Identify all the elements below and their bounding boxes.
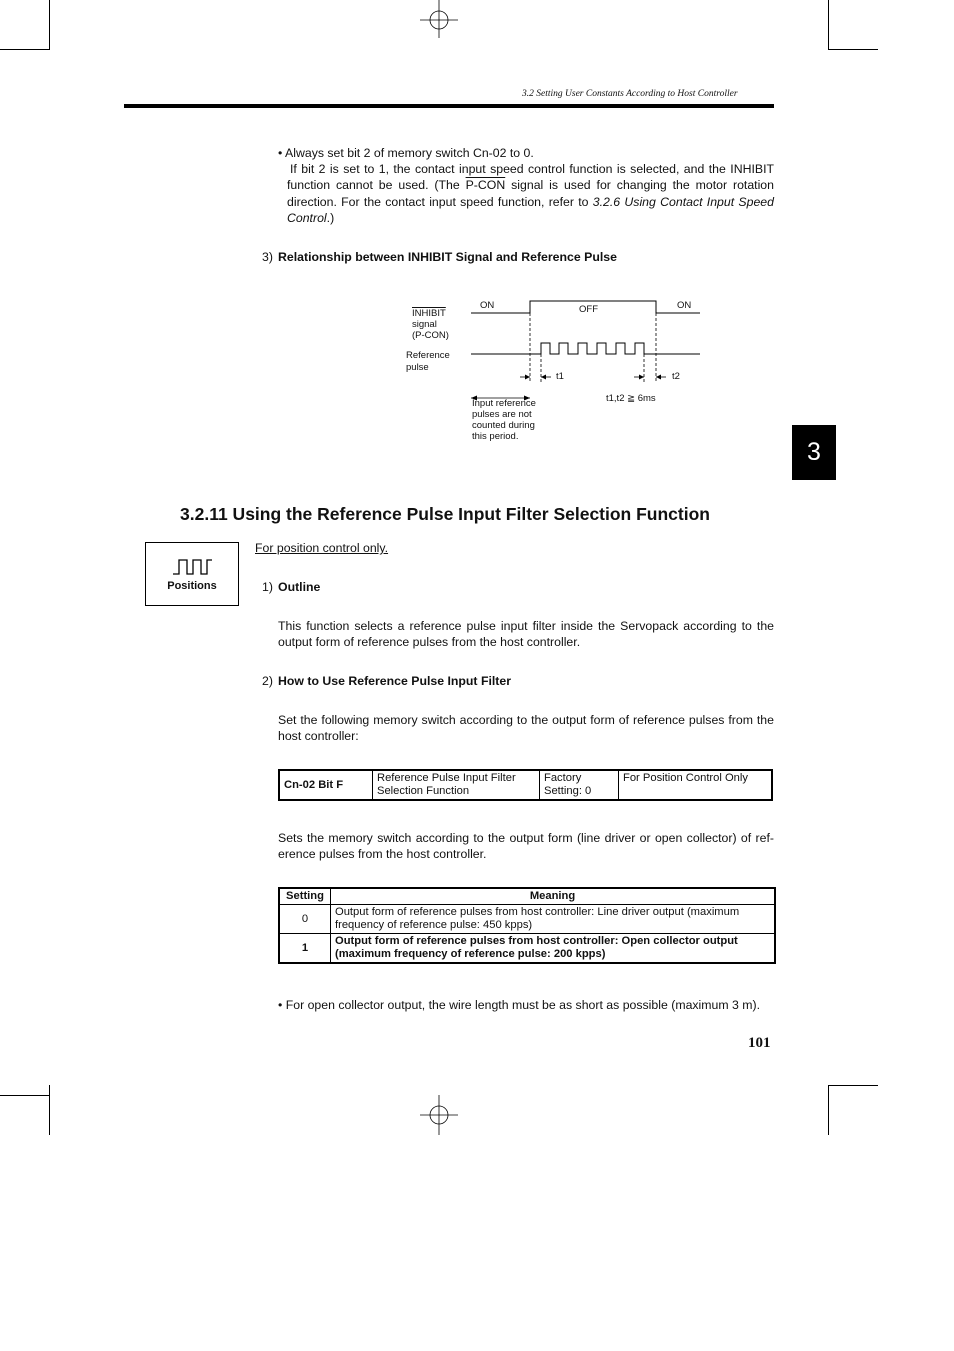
pcon-label: (P-CON): [412, 330, 449, 341]
subsection-3-number: 3): [262, 250, 273, 264]
t1-label: t1: [556, 371, 564, 382]
scope-cell: For Position Control Only: [619, 770, 773, 800]
positions-box: [145, 542, 239, 606]
intro-text-2: signal is used for changing the motor rotation direction. For the contact input speed function, refer to: [287, 178, 774, 209]
timing-condition: t1,t2 ≧ 6ms: [606, 393, 656, 404]
pcon-signal-name: P-CON: [465, 178, 506, 193]
crop-mark: [828, 49, 878, 50]
on-left-label: ON: [480, 300, 495, 311]
note-line-1: Input reference: [472, 398, 536, 409]
intro-paragraph: [287, 161, 774, 226]
setting-cell: 1: [279, 934, 331, 964]
registration-mark-bottom: [418, 1095, 460, 1137]
crop-mark: [49, 1085, 50, 1135]
scope-note: For position control only.: [255, 541, 389, 555]
reference-label: Reference: [406, 350, 450, 361]
factory-cell: [540, 770, 619, 800]
subsection-2-number: 2): [262, 674, 273, 688]
intro-text-3: .): [326, 210, 335, 225]
positions-label: Positions: [167, 580, 217, 592]
sets-paragraph: Sets the memory switch according to the output form (line driver or open collector) of ref-erence pulses from the host controller.: [278, 831, 774, 862]
note-line-3: counted during: [472, 420, 535, 431]
crop-mark: [0, 49, 50, 50]
t2-label: t2: [672, 371, 680, 382]
memory-switch-table: [278, 769, 773, 801]
meaning-cell: Output form of reference pulses from host controller: Line driver output (maximum frequency of reference pulse: 450 kpps): [331, 905, 776, 934]
outline-paragraph: This function selects a reference pulse input filter inside the Servopack according to the output form of reference pulses from the host controller.: [278, 619, 774, 650]
crop-mark: [49, 0, 50, 50]
crop-mark: [828, 1085, 878, 1086]
switch-cell: Cn-02 Bit F: [279, 770, 373, 800]
factory-line-2: Setting: 0: [544, 785, 592, 797]
table-row: [279, 905, 775, 934]
setting-meaning-table: [278, 887, 776, 964]
intro-text-1: If bit 2 is set to 1, the contact input speed control function is selected, and the INHIBIT function cannot be used. (The: [287, 162, 774, 193]
signal-label: signal: [412, 319, 437, 330]
pulse-icon: [172, 557, 214, 577]
page-number: 101: [748, 1035, 771, 1051]
subsection-2-title: How to Use Reference Pulse Input Filter: [278, 674, 512, 688]
on-right-label: ON: [677, 300, 692, 311]
function-line-1: Reference Pulse Input Filter: [377, 772, 516, 784]
table-row: [279, 770, 772, 800]
intro-bullet: • Always set bit 2 of memory switch Cn-02 to 0.: [278, 146, 534, 160]
registration-mark-top: [418, 0, 460, 40]
crop-mark: [828, 0, 829, 50]
crop-mark: [828, 1085, 829, 1135]
crop-mark: [0, 1095, 50, 1096]
table-row: [279, 934, 775, 964]
inhibit-label: INHIBIT: [412, 308, 446, 319]
function-line-2: Selection Function: [377, 785, 470, 797]
timing-diagram: [400, 295, 710, 455]
howto-paragraph: Set the following memory switch according to the output form of reference pulses from the host controller:: [278, 713, 774, 744]
chapter-tab: 3: [792, 425, 836, 480]
factory-line-1: Factory: [544, 772, 582, 784]
running-header: 3.2 Setting User Constants According to Host Controller: [522, 89, 738, 99]
setting-header: Setting: [279, 888, 331, 905]
table-header-row: [279, 888, 775, 905]
meaning-header: Meaning: [331, 888, 776, 905]
function-cell: [373, 770, 540, 800]
pulse-label: pulse: [406, 362, 429, 373]
note-line-2: pulses are not: [472, 409, 532, 420]
subsection-3-title: Relationship between INHIBIT Signal and Reference Pulse: [278, 250, 617, 264]
setting-cell: 0: [279, 905, 331, 934]
section-title: 3.2.11 Using the Reference Pulse Input Filter Selection Function: [180, 504, 710, 524]
subsection-1-title: Outline: [278, 580, 321, 594]
off-label: OFF: [579, 304, 598, 315]
subsection-1-number: 1): [262, 580, 273, 594]
header-rule: [124, 104, 774, 108]
intro-cross-reference: 3.2.6 Using Contact Input Speed Control: [287, 194, 774, 225]
meaning-cell: Output form of reference pulses from host controller: Open collector output (maximum frequency of reference pulse: 200 kpps): [331, 934, 776, 964]
note-line-4: this period.: [472, 431, 519, 442]
final-bullet: • For open collector output, the wire length must be as short as possible (maximum 3 m).: [278, 998, 761, 1012]
